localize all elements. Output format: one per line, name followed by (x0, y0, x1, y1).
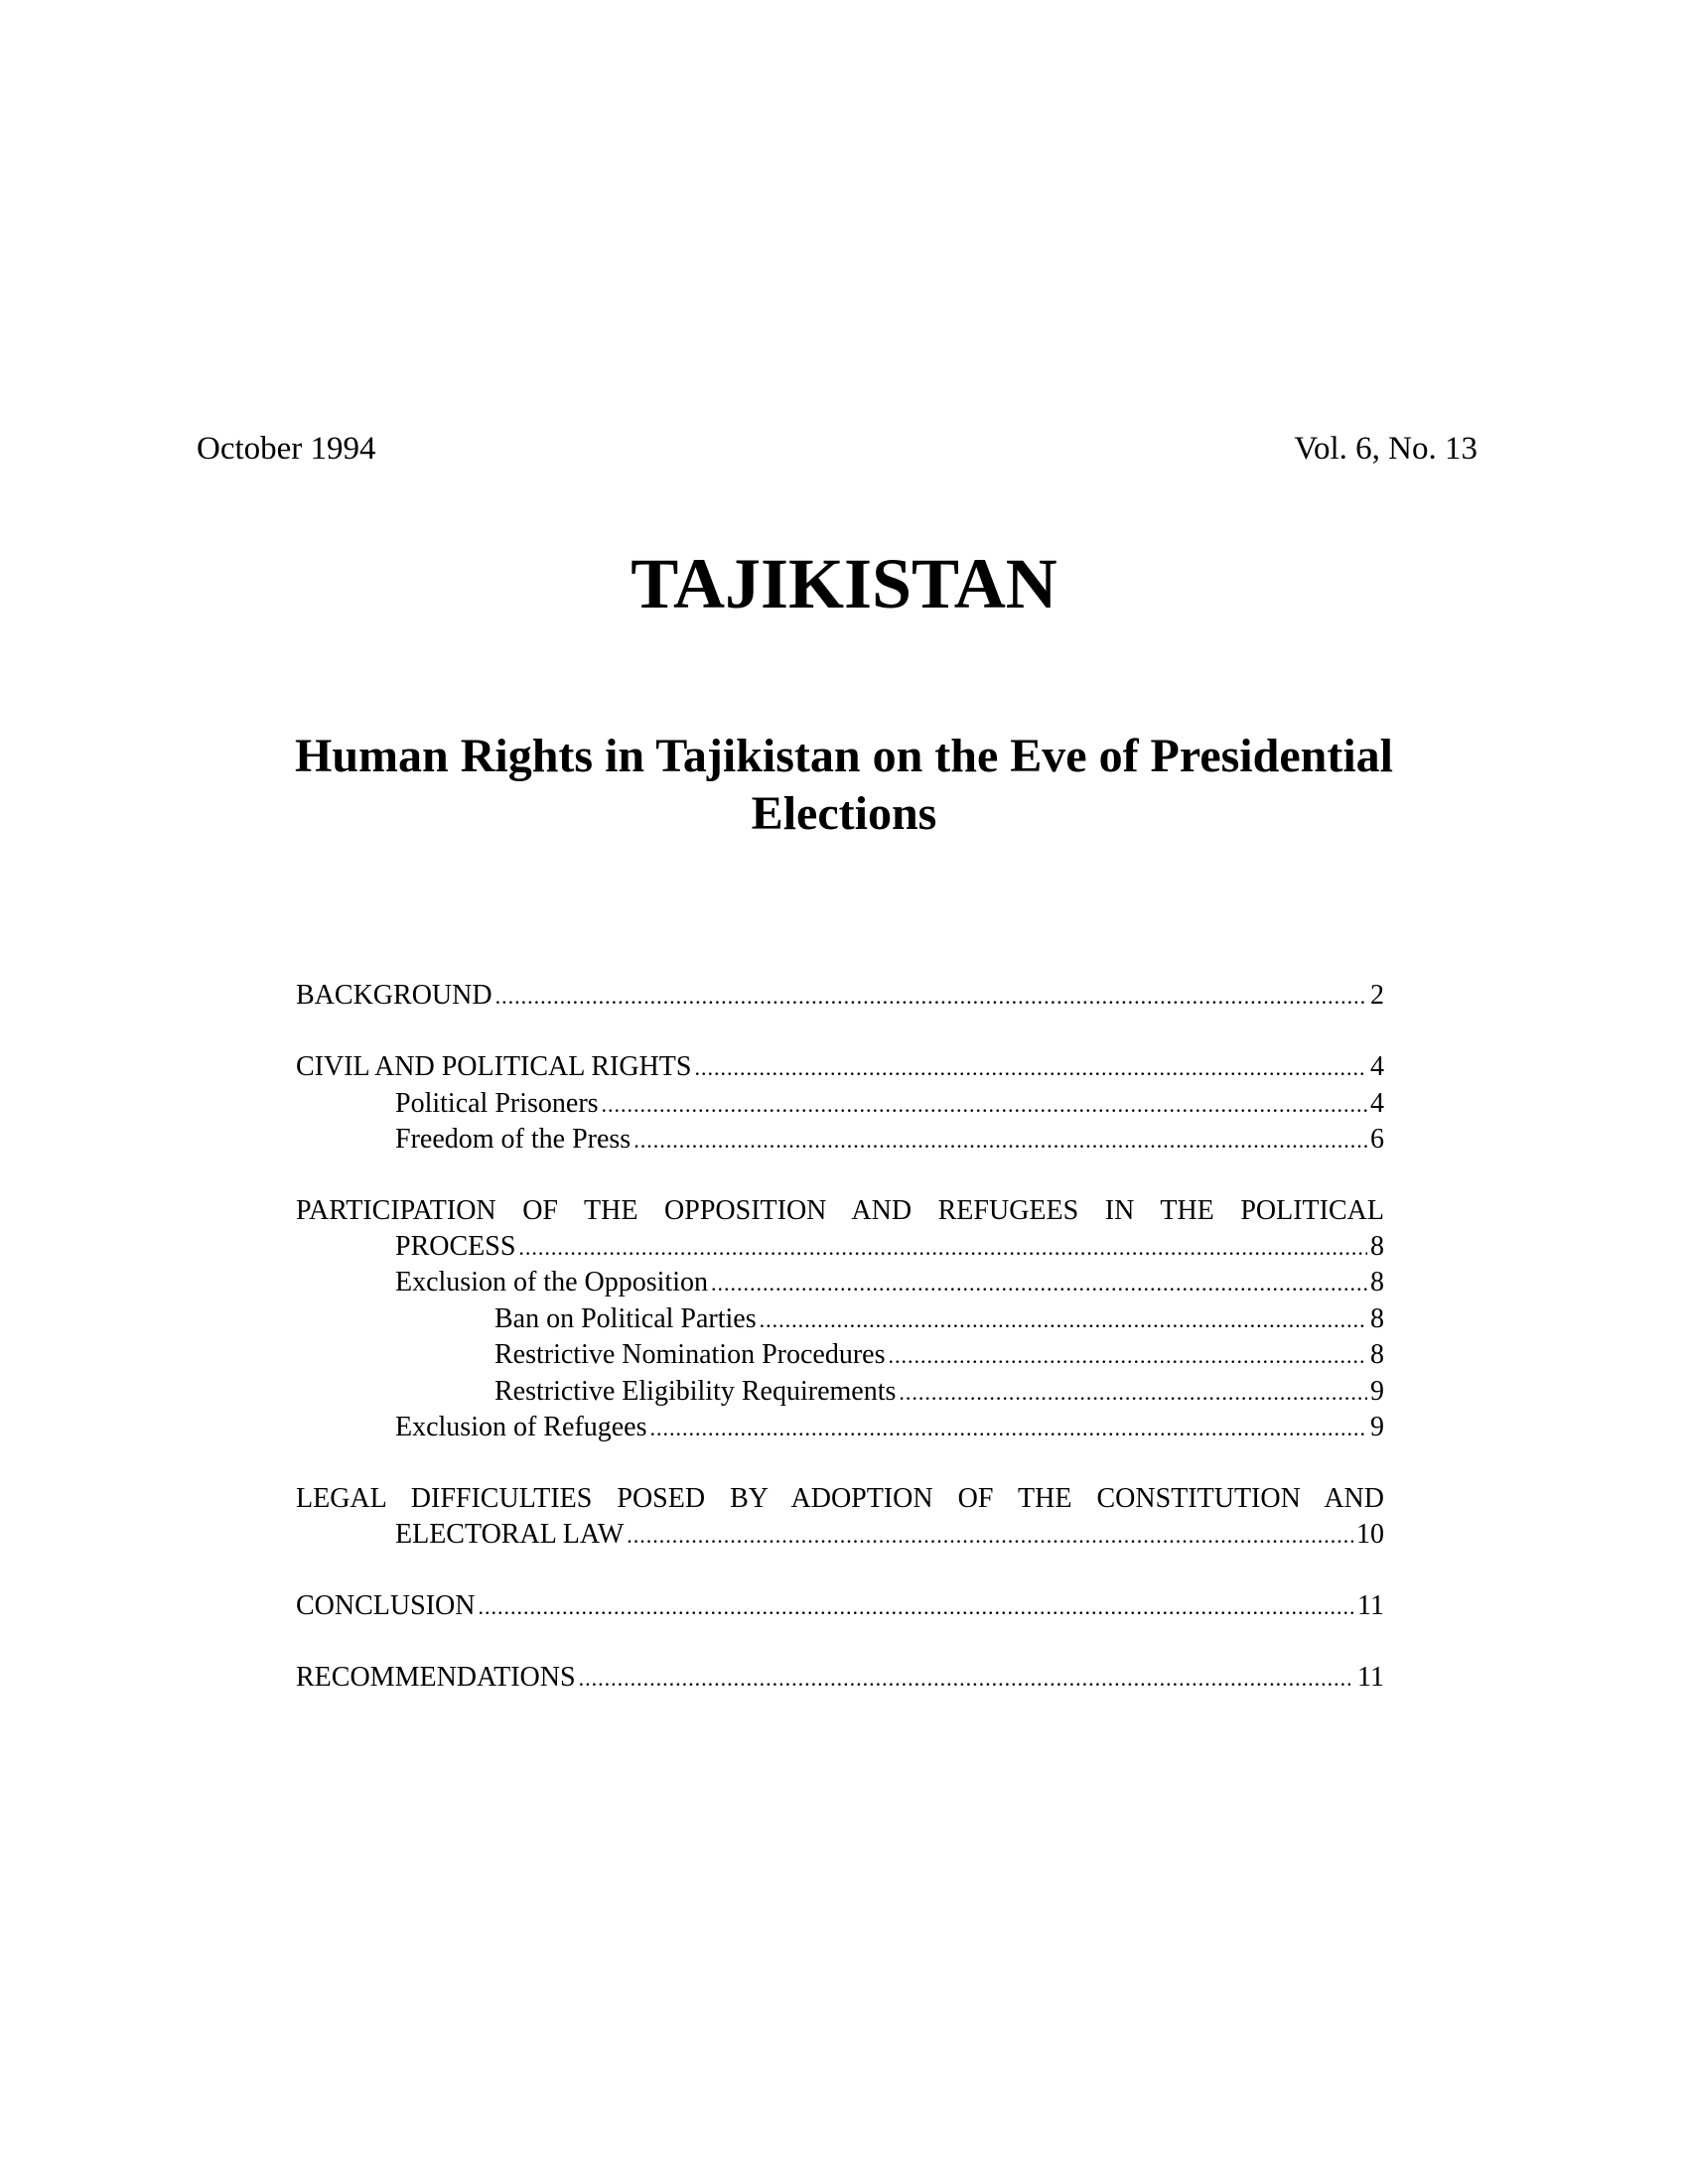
toc-entry-title-line-1: PARTICIPATION OF THE OPPOSITION AND REFUGEES IN THE POLITICAL (296, 1195, 1384, 1226)
toc-entry-title: Freedom of the Press (395, 1124, 632, 1155)
toc-entry-title: Ban on Political Parties (494, 1302, 757, 1334)
toc-entry-title: Exclusion of the Opposition (395, 1267, 708, 1297)
toc-leader-dots (711, 1266, 1367, 1301)
toc-leader-dots (627, 1518, 1353, 1554)
toc-entry-title-line-1: LEGAL DIFFICULTIES POSED BY ADOPTION OF THE CONSTITUTION AND (296, 1483, 1384, 1514)
toc-leader-dots (888, 1338, 1367, 1374)
document-header (197, 429, 1477, 469)
toc-entry-title: BACKGROUND (296, 980, 492, 1011)
toc-entry-page: 8 (1370, 1302, 1384, 1334)
toc-entry-political-prisoners[interactable] (296, 1086, 1384, 1123)
subtitle-line-2: Elections (751, 787, 937, 840)
toc-entry-conclusion[interactable] (296, 1588, 1384, 1625)
toc-entry-legal-line-1[interactable] (296, 1481, 1384, 1517)
toc-entry-background[interactable] (296, 978, 1384, 1015)
toc-entry-page: 4 (1370, 1051, 1384, 1082)
toc-entry-title: Restrictive Eligibility Requirements (494, 1375, 897, 1407)
toc-entry-title: Restrictive Nomination Procedures (494, 1339, 886, 1370)
toc-entry-ban-parties[interactable] (296, 1301, 1384, 1338)
toc-entry-page: 9 (1370, 1375, 1384, 1407)
toc-entry-title: CIVIL AND POLITICAL RIGHTS (296, 1051, 692, 1082)
toc-entry-exclusion-opposition[interactable] (296, 1265, 1384, 1301)
document-subtitle (248, 728, 1440, 843)
toc-entry-nomination-procedures[interactable] (296, 1337, 1384, 1374)
table-of-contents (296, 978, 1384, 1696)
toc-entry-page: 8 (1370, 1339, 1384, 1370)
issue-date: October 1994 (197, 431, 376, 467)
toc-entry-page: 8 (1370, 1267, 1384, 1297)
toc-entry-participation-line-1[interactable] (296, 1193, 1384, 1229)
toc-entry-title-line-2: PROCESS (395, 1230, 516, 1262)
toc-leader-dots (518, 1230, 1367, 1266)
toc-leader-dots (694, 1050, 1367, 1086)
toc-leader-dots (478, 1589, 1354, 1625)
issue-volume: Vol. 6, No. 13 (1294, 431, 1477, 467)
toc-leader-dots (650, 1411, 1368, 1446)
toc-entry-title: Exclusion of Refugees (395, 1412, 647, 1442)
toc-leader-dots (633, 1123, 1367, 1159)
toc-entry-page: 11 (1357, 1589, 1384, 1621)
toc-entry-participation-line-2[interactable] (296, 1229, 1384, 1266)
toc-entry-title: Political Prisoners (395, 1087, 599, 1119)
toc-entry-freedom-of-press[interactable] (296, 1122, 1384, 1159)
toc-entry-title-line-2: ELECTORAL LAW (395, 1518, 625, 1550)
toc-leader-dots (899, 1375, 1367, 1411)
toc-leader-dots (760, 1302, 1367, 1338)
toc-leader-dots (495, 979, 1367, 1015)
toc-leader-dots (579, 1661, 1354, 1697)
toc-entry-recommendations[interactable] (296, 1660, 1384, 1697)
toc-entry-legal-line-2[interactable] (296, 1517, 1384, 1554)
toc-entry-page: 10 (1356, 1518, 1384, 1550)
toc-leader-dots (602, 1087, 1367, 1123)
toc-entry-page: 11 (1357, 1661, 1384, 1693)
toc-entry-page: 4 (1370, 1087, 1384, 1119)
toc-entry-civil-rights[interactable] (296, 1049, 1384, 1086)
toc-entry-page: 6 (1370, 1124, 1384, 1155)
toc-entry-title: CONCLUSION (296, 1589, 476, 1621)
toc-entry-title: RECOMMENDATIONS (296, 1661, 576, 1693)
toc-entry-page: 8 (1370, 1230, 1384, 1262)
subtitle-line-1: Human Rights in Tajikistan on the Eve of Presidential (295, 730, 1393, 782)
document-title: TAJIKISTAN (631, 544, 1057, 623)
toc-entry-page: 9 (1370, 1412, 1384, 1442)
toc-entry-page: 2 (1370, 980, 1384, 1011)
toc-entry-eligibility-requirements[interactable] (296, 1374, 1384, 1411)
toc-entry-exclusion-refugees[interactable] (296, 1410, 1384, 1446)
